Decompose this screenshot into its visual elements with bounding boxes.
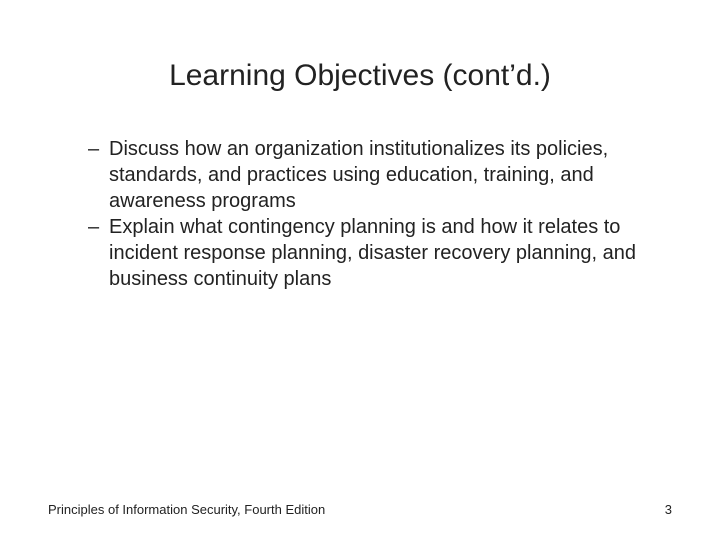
footer-source: Principles of Information Security, Fourth Edition [48, 502, 326, 517]
page-number: 3 [664, 502, 672, 517]
bullet-text: Discuss how an organization institutionalizes its policies, standards, and practices using education, training, and awareness programs [109, 138, 609, 212]
bullet-item [88, 136, 688, 214]
slide-title: Learning Objectives (cont’d.) [169, 59, 551, 92]
bullet-dash: – [88, 138, 100, 160]
bullet-list [88, 136, 688, 292]
bullet-text: Explain what contingency planning is and how it relates to incident response planning, disaster recovery planning, and business continuity plans [109, 216, 637, 290]
bullet-dash: – [88, 216, 100, 238]
bullet-item [88, 214, 688, 292]
